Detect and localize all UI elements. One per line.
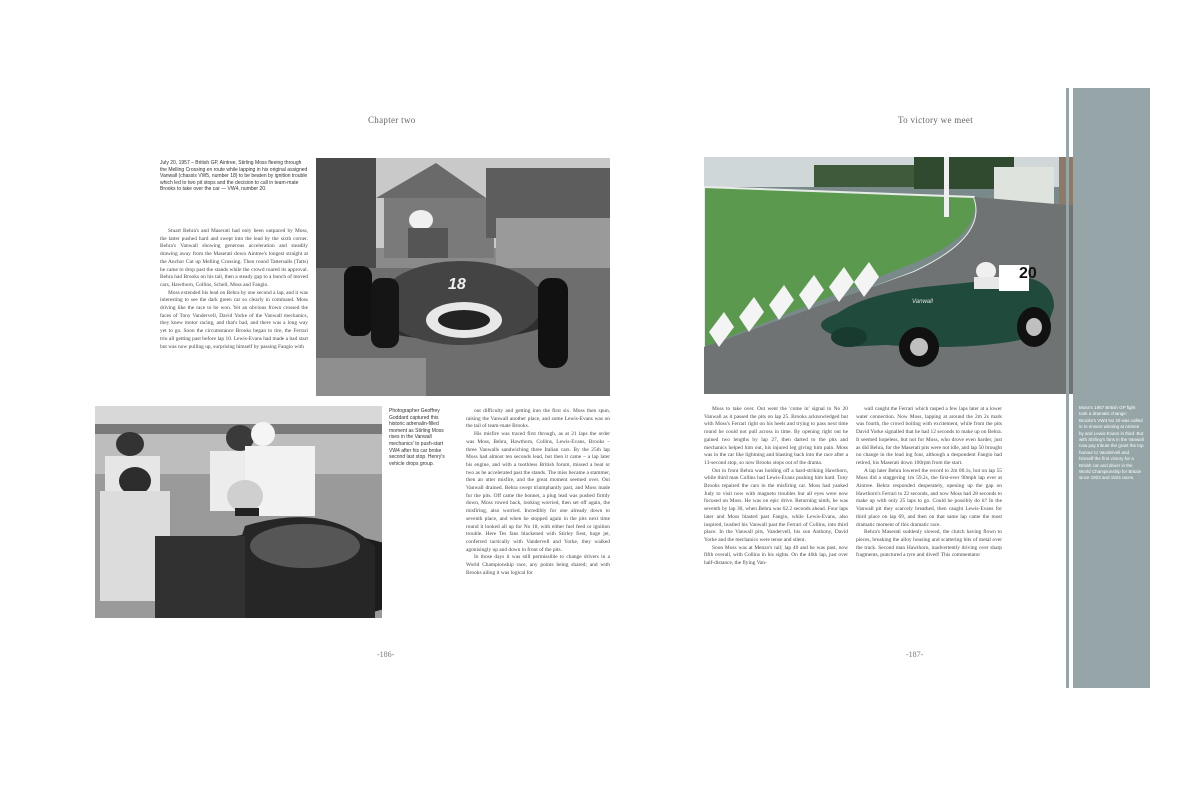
photo-pit-stop xyxy=(95,406,382,618)
car-number-20: 20 xyxy=(1019,265,1037,282)
paragraph: In those days it was still permissible to change drivers in a World Championship race, any points being shared; and with Brooks ailing it was logical for xyxy=(466,554,610,576)
paragraph: His misfire was traced first through, as at 21 laps the order was Moss, Behra, Hawthorn, Collins, Lewis-Evans, Brooks – three Vanwalls sandwiching three Italian cars. By the 25th lap Moss had almost ten seconds lead, but then it came – a lap later his engine, and with a toothless British forum, missed a beat or two as he accelerated past the stands. The miss became a stammer, then an utter misfire, and the great moment seemed over. Out Vanwall drained. Behra swept triumphantly past, and Moss made for the pits. Off came the bonnet, a plug lead was pushed firmly down, Moss rowed back, looking worried, then set off again, the misfiring, also worried. Incredibly for one already down to seventh place, and when he stopped again in the pits next time round it looked all up for No 18, with either fuel feed or ignition trouble. Here Tes fans blackened with Stirley fiest, huge jet, conferred tactically with Vandervell and Yorke, they walked agonisingly up and down in front of the pits. xyxy=(466,431,610,553)
photo-pit-stop-image xyxy=(95,406,382,618)
left-text-column-1 xyxy=(160,228,308,398)
paragraph: Soon Moss was at Menzo's tail; lap 40 and he was past, now fifth overall, with Collins in his sights. On the 46th lap, just over half-distance, the flying Van- xyxy=(704,544,848,567)
top-photo-caption: July 20, 1957 – British GP, Aintree, Stirling Moss fleeing through the Melling Crossing en route while lapping in his original assigned Vanwall (chassis VW5, number 18) to be beaten by ignition trouble which led to two pit stops and the decision to call in team-mate Brooks to take over the car — VW4, number 20. xyxy=(160,160,308,193)
photo-moss-vanwall xyxy=(316,158,610,396)
sidebar-caption: Moss's 1957 British GP fight took a dramatic change: Brooks's VW4 No 20 was called in to ensure winning at Aintree by and Lewis-Evans in third. But with Stirling's fans in the Vanwall now pay tribute the grant the top honour to Vandervell and himself the first victory for a British car and driver in the World Championship for Britain since 1923 and 1924 races. xyxy=(1079,405,1144,481)
left-running-head: Chapter two xyxy=(368,115,416,125)
paragraph: out difficulty and getting into the first six. Moss then spun, raising the Vanwall another place, and some Lewis-Evans was on the tail of team-mate Brooks. xyxy=(466,408,610,430)
paragraph: A lap later Behra lowered the record to 2m 00.1s, but on lap 55 Moss did a staggering 1m 59.2s, the first-ever 90mph lap ever at Aintree. Behra responded desperately, opening up the gap on Hawthorn's Ferrari to 22 seconds, and now Moss had 28 seconds to make up with only 25 laps to go. Could he possibly do it? In the Vanwall pit they scarcely breathed, then caught Lewis-Evans for third place on lap 69, and then on that same lap came the most dramatic moment of this dramatic race. xyxy=(856,467,1002,528)
right-text-column-1 xyxy=(704,406,848,620)
sidebar-rule xyxy=(1066,88,1069,688)
right-page-number: -187- xyxy=(906,650,924,659)
right-running-head: To victory we meet xyxy=(898,115,973,125)
sidebar-panel xyxy=(1073,88,1150,688)
left-text-column-2 xyxy=(466,408,610,620)
paragraph: wall caught the Ferrari which rasped a few laps later at a lower water connection. Now Moss, lapping at around the 2m 2s mark was fourth, the crowd boiling with excitement, while from the pits David Yorke signalled that he had 12 seconds to make up on Behra. It seemed hopeless, but not for Moss, who drove even harder, just as did Behra, for the Maserati pits were not idle, and lap 50 brought no change in the lead ing four, although a despondent Fangio had retired, his Maserati down 100rpm from the start. xyxy=(856,406,1002,466)
paragraph: Stuart Behra's and Maserati had only been outpaced by Moss, the latter pushed hard and swept into the lead by the sixth corner. Behra's Vanwall showing generous acceleration and steadily drawing away from the Maserati down Aintree's longest straight at the Anchor Cut up Melling Crossing. Then round Tattersalls (Tatts) he came to drop past the stands while the crowd roared its approval. Behra had Brooks on his tail, then a steady gap to a bunch of moved cars, Hawthorn, Collins, Schell, Moss and Fangio. xyxy=(160,228,308,288)
left-page-number: -186- xyxy=(377,650,395,659)
paragraph: Behra's Maserati suddenly slowed, the clutch having flown to pieces, breaking the alloy housing and scattering bits of metal over the track. Second man Hawthorn, inadvertently driving over sharp fragments, punctured a tyre and dived! This commentator xyxy=(856,529,1002,559)
pit-stop-photo-caption: Photographer Geoffrey Goddard captured this historic adrenalin-filled moment as Stirling Moss rises in the Vanwall mechanics' to push-start VW4 after his car broke second last stop. Henry's vehicle drops group. xyxy=(389,408,445,467)
car-badge: Vanwall xyxy=(912,299,933,305)
right-text-column-2 xyxy=(856,406,1002,620)
paragraph: Moss to take over. Out went the 'come in' signal to No 20 Vanwall as it passed the pits on lap 25. Brooks acknowledged but with Moss's Ferrari right on his heels and trying to pass next time round he could not pull across in time. By opening right out he gained two lengths by lap 27, then darted to the pits and mechanics helped him out, his injured leg giving him pain. Moss was in the car like lightning and blasting back into the race after a 13-second stop, so now Brooks stops out of the drama. xyxy=(704,406,848,466)
paragraph: Out in front Behra was holding off a hard-striking Hawthorn, while third man Collins had Lewis-Evans pushing him hard. Tony Brooks repaired the cars in the misfiring car. Moss had yanked Judy to visit now with magneto troubles but all eyes were now focused on Moss. He was on epic drive. Returning ninth, he was seventh by lap 30, when Behra was 62.2 seconds ahead. Four laps later and Moss blasted past Fangio, while Lewis-Evans, also inspired, hustled his Vanwall past the Ferrari of Collins, into third place. In the Vanwall pits, Vandervell, his son Anthony, David Yorke and the mechanics were tense and silent. xyxy=(704,467,848,543)
car-number-18: 18 xyxy=(448,276,466,293)
paragraph: Moss extended his lead on Behra by one second a lap, and it was interesting to see the dark green car so clearly in command. Moss driving like the race to be won. Yet an obvious frown crossed the faces of Tony Vandervell, David Yorke of the Vanwall mechanics, they knew motor racing, and that's bad, and there was a long way yet to go. Soon the circumstance Brooks began to tire, the Ferrari trio all getting past before lap 10. Lewis-Evans had made a bad start but was now pulling up, surprising himself by passing Fangio with xyxy=(160,289,308,350)
